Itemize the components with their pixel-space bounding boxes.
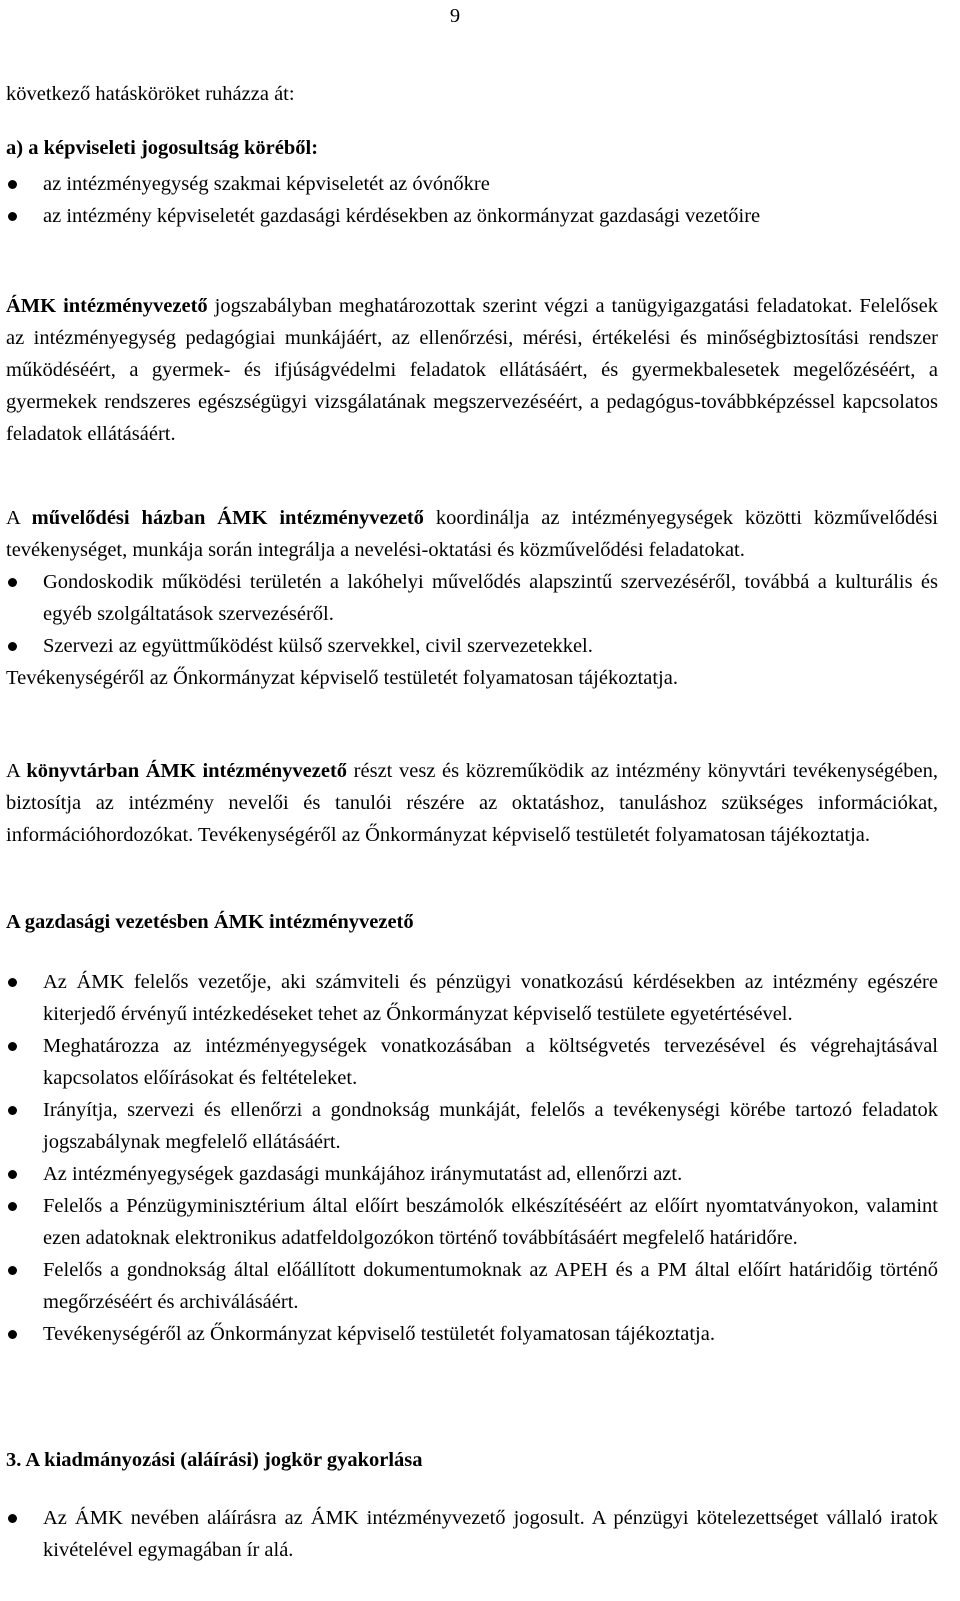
paragraph-tanugy: ÁMK intézményvezető jogszabályban meghatározottak szerint végzi a tanügyigazgatási feladatokat. Felelősek az intézményegység pedagógiai munkájáért, az ellenőrzési, mérési, értékelési és minőségbiztosítási rendszer működéséért, a gyermek- és ifjúságvédelmi feladatok ellátásáért, és gyermekbalesetek megelőzéséért, a gyermekek rendszeres egészségügyi vizsgálatának megszervezéséért, a pedagógus-továbbképzéssel kapcsolatos feladatok ellátásáért.: [6, 295, 938, 445]
list-item: Gondoskodik működési területén a lakóhelyi művelődés alapszintű szervezéséről, továbbá a kulturális és egyéb szolgáltatások szervezéséről.: [6, 566, 938, 630]
page-number: 9: [449, 5, 461, 27]
list-item: Irányítja, szervezi és ellenőrzi a gondnokság munkáját, felelős a tevékenységi körébe tartozó feladatok jogszabálynak megfelelő ellátásáért.: [6, 1094, 938, 1158]
list-item: Felelős a gondnokság által előállított dokumentumoknak az APEH és a PM által előírt határidőig történő megőrzéséért és archiválásáért.: [6, 1254, 938, 1318]
bold-lead: ÁMK intézményvezető: [6, 295, 208, 317]
econ-list: [6, 966, 938, 1350]
section-econ-heading: A gazdasági vezetésben ÁMK intézményvezető: [6, 911, 414, 933]
paragraph-konyvtar: A könyvtárban ÁMK intézményvezető részt vesz és közreműködik az intézmény könyvtári tevékenységében, biztosítja az intézmény nevelői és tanulói részére az oktatáshoz, tanuláshoz szükséges információkat, információhordozókat. Tevékenységéről az Őnkormányzat képviselő testületét folyamatosan tájékoztatja.: [6, 760, 938, 846]
section-3-heading: 3. A kiadmányozási (aláírási) jogkör gyakorlása: [6, 1449, 423, 1471]
list-item: Tevékenységéről az Őnkormányzat képviselő testületét folyamatosan tájékoztatja.: [6, 1318, 938, 1350]
section-a-heading: a) a képviseleti jogosultság köréből:: [6, 137, 319, 159]
bold-lead: könyvtárban ÁMK intézményvezető: [26, 760, 348, 782]
list-item: az intézményegység szakmai képviseletét az óvónőkre: [6, 168, 938, 200]
closing-text: Tevékenységéről az Őnkormányzat képviselő testületét folyamatosan tájékoztatja.: [6, 667, 678, 689]
paragraph-muvelodesi-haz: A művelődési házban ÁMK intézményvezető koordinálja az intézményegységek közötti közművelődési tevékenységet, munkája során integrálja a nevelési-oktatási és közművelődési feladatokat.: [6, 507, 938, 561]
section-3-list: [6, 1502, 938, 1566]
intro-text: következő hatásköröket ruházza át:: [6, 83, 295, 105]
list-item: Az ÁMK nevében aláírásra az ÁMK intézményvezető jogosult. A pénzügyi kötelezettséget vállaló iratok kivételével egymagában ír alá.: [6, 1502, 938, 1566]
list-item: az intézmény képviseletét gazdasági kérdésekben az önkormányzat gazdasági vezetőire: [6, 200, 938, 232]
list-item: Meghatározza az intézményegységek vonatkozásában a költségvetés tervezésével és végrehajtásával kapcsolatos előírásokat és feltételeket.: [6, 1030, 938, 1094]
list-item: Szervezi az együttműködést külső szervekkel, civil szervezetekkel.: [6, 630, 938, 662]
section-muvelodesi-haz: [6, 502, 938, 694]
list-item: Az intézményegységek gazdasági munkájához iránymutatást ad, ellenőrzi azt.: [6, 1158, 938, 1190]
muvelodesi-haz-list: [6, 566, 938, 662]
list-item: Az ÁMK felelős vezetője, aki számviteli és pénzügyi vonatkozású kérdésekben az intézmény egészére kiterjedő érvényű intézkedéseket tehet az Őnkormányzat képviselő testülete egyetértésével.: [6, 966, 938, 1030]
list-item: Felelős a Pénzügyminisztérium által előírt beszámolók elkészítéséért az előírt nyomtatványokon, valamint ezen adatoknak elektronikus adatfeldolgozókon történő továbbításáért megfelelő határidőre.: [6, 1190, 938, 1254]
bold-lead: művelődési házban ÁMK intézményvezető: [31, 507, 424, 529]
section-a-list: [6, 168, 938, 232]
